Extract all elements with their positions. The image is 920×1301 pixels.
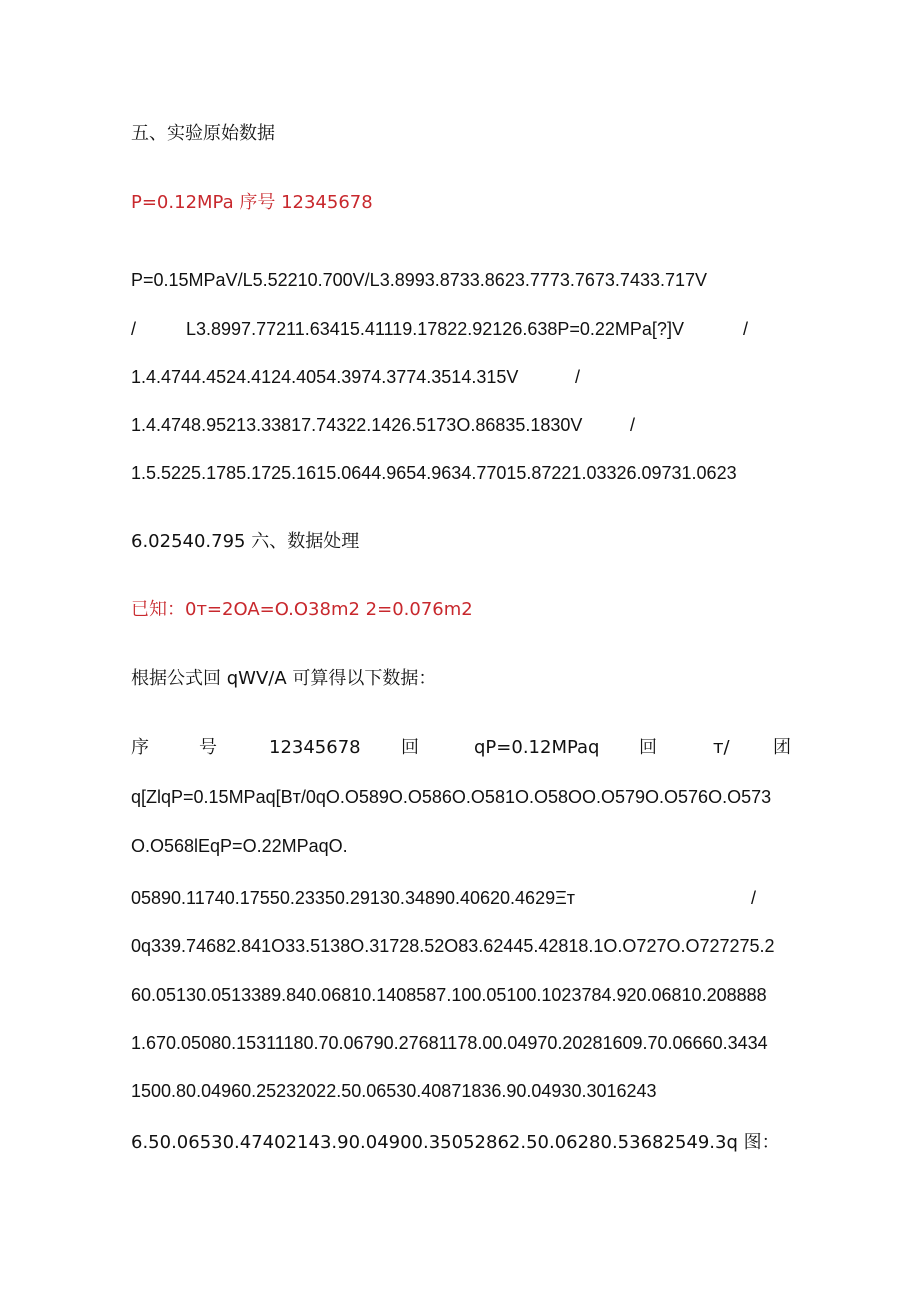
- section-5-title: 五、实验原始数据: [131, 123, 275, 144]
- table-header-hui-1: 回: [401, 737, 419, 758]
- table-header-hui-2: 回: [639, 737, 657, 758]
- known-values-line: 已知：0т=2OA=O.O38m2 2=0.076m2: [131, 599, 473, 620]
- raw-data-line-3: 1.4.4744.4524.4124.4054.3974.3774.3514.315V: [131, 367, 519, 387]
- table-header-hao: 号: [199, 737, 217, 758]
- table-header-tuan: 团: [773, 737, 791, 758]
- data-line-8: 6.50.06530.47402143.90.04900.35052862.50.06280.53682549.3q 图：: [131, 1132, 780, 1153]
- data-line-3-right-slash: /: [751, 888, 757, 908]
- raw-data-line-3-right-slash: /: [575, 367, 581, 387]
- data-line-4: 0q339.74682.841O33.5138O.31728.52O83.62445.42818.1O.O727O.O727275.2: [131, 936, 775, 956]
- raw-data-line-4-right-slash: /: [630, 415, 636, 435]
- data-line-1: q[ZlqP=0.15MPaq[Bт/0qO.O589O.O586O.O581O.O58OO.O579O.O576O.O573: [131, 787, 772, 807]
- raw-data-line-2-right-slash: /: [743, 319, 749, 339]
- raw-data-line-5: 1.5.5225.1785.1725.1615.0644.9654.9634.77015.87221.03326.09731.0623: [131, 463, 737, 483]
- raw-data-line-1: P=0.15MPaV/L5.52210.700V/L3.8993.8733.8623.7773.7673.7433.717V: [131, 270, 708, 290]
- formula-line: 根据公式回 qWV/A 可算得以下数据：: [131, 668, 437, 689]
- table-header-sequence: 12345678: [269, 737, 361, 758]
- table-header: [131, 736, 791, 760]
- raw-data-line-2: L3.8997.77211.63415.41119.17822.92126.638P=0.22MPa[?]V: [186, 319, 684, 339]
- table-header-q-012: qP=0.12MPaq: [474, 737, 600, 758]
- pressure-012-header: P=0.12MPa 序号 12345678: [131, 192, 373, 213]
- raw-data-line-2-left-slash: /: [131, 319, 137, 339]
- data-line-7: 1500.80.04960.25232022.50.06530.40871836.90.04930.3016243: [131, 1081, 657, 1101]
- data-line-6: 1.670.05080.15311180.70.06790.27681178.00.04970.20281609.70.06660.3434: [131, 1033, 768, 1053]
- raw-data-line-6-and-section-6-title: 6.02540.795 六、数据处理: [131, 531, 360, 552]
- table-header-xu: 序: [131, 737, 149, 758]
- data-line-2: O.O568lEqP=O.22MPaqO.: [131, 836, 348, 856]
- data-line-3: 05890.11740.17550.23350.29130.34890.40620.4629Ξт: [131, 888, 576, 908]
- table-header-tau: т/: [713, 737, 730, 758]
- data-line-5: 60.05130.0513389.840.06810.1408587.100.05100.1023784.920.06810.208888: [131, 985, 767, 1005]
- raw-data-line-4: 1.4.4748.95213.33817.74322.1426.5173O.86835.1830V: [131, 415, 583, 435]
